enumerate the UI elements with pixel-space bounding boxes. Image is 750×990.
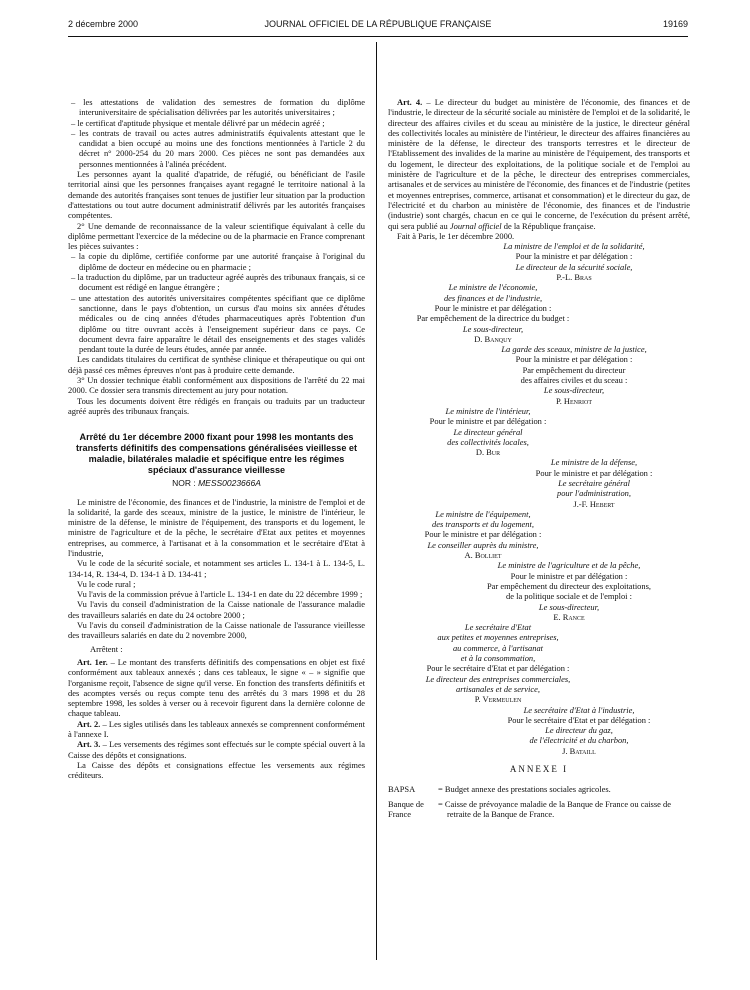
sig-line: au commerce, à l'artisanat <box>452 642 544 653</box>
sig-line: Le conseiller auprès du ministre, <box>427 539 539 550</box>
annexe-heading: ANNEXE I <box>509 764 569 774</box>
nor-code: MESS0023666A <box>198 478 261 489</box>
signature-block-agriculture <box>388 560 690 622</box>
article-1-text: – Le montant des transferts définitifs des compensations en objet est fixé conformément aux tableaux annexés ; dans ces tableaux, le signe « – » signifie que l'organisme reçoit, l'absence de signe qu'il verse. En fonction des transferts définitifs et des acomptes versés ou reçus compte tenu des arrêtés du 3 mars 1998 et du 28 septembre 1998, les soldes à verser ou à recevoir figurent dans la dernière colonne de chaque tableau. <box>68 656 365 719</box>
nor-reference <box>68 478 365 488</box>
abbr-definition: = Caisse de prévoyance maladie de la Banque de France ou caisse de retraite de la Banque de France. <box>438 798 671 819</box>
running-header <box>68 19 688 31</box>
list-item: – les attestations de validation des semestres de formation du diplôme interuniversitaire de spécialisation délivrées par les autorités universitaires ; <box>71 97 365 118</box>
sig-line: Le sous-directeur, <box>462 323 524 334</box>
sig-line: Par empêchement de la directrice du budget : <box>416 313 570 324</box>
sig-line: La ministre de l'emploi et de la solidarité, <box>503 241 645 252</box>
list-item: – la copie du diplôme, certifiée conforme par une autorité française à l'original du diplôme de docteur en médecine ou en pharmacie ; <box>71 251 365 272</box>
header-rule <box>68 36 688 37</box>
signatory-name: P. Henriot <box>555 395 593 406</box>
sig-line: Le secrétaire général <box>558 477 630 488</box>
paragraph: Tous les documents doivent être rédigés en français ou traduits par un traducteur agréé auprès des tribunaux français. <box>68 395 365 416</box>
fait-a-paris: Fait à Paris, le 1er décembre 2000. <box>397 230 515 241</box>
header-page-number: 19169 <box>662 19 688 29</box>
visa: Vu le code de la sécurité sociale, et notamment ses articles L. 134-1 à L. 134-5, L. 134-14, R. 134-4, D. 134-1 à D. 134-41 ; <box>68 558 365 579</box>
signatory-name: D. Bur <box>475 447 501 458</box>
signatory-name: A. Bolliet <box>464 550 502 561</box>
sig-line: et à la consommation, <box>460 653 536 664</box>
sig-line: Pour le ministre et par délégation : <box>510 570 628 581</box>
left-column <box>68 97 365 781</box>
visa: Vu l'avis du conseil d'administration de la Caisse nationale de l'assurance maladie des travailleurs salariés en date du 24 octobre 2000 ; <box>68 599 365 620</box>
sig-line: Le directeur de la sécurité sociale, <box>515 261 633 272</box>
header-journal-title: JOURNAL OFFICIEL DE LA RÉPUBLIQUE FRANÇAISE <box>264 19 492 29</box>
signature-block-defense <box>388 457 690 508</box>
paragraph: Les personnes ayant la qualité d'apatride, de réfugié, ou bénéficiant de l'asile territorial ainsi que les personnes françaises ayant regagné le territoire national à la demande des autorités françaises sont tenues de justifier leur situation par la production d'attestations ou tout autre document administratif délivrés par les autorités françaises compétentes. <box>68 169 365 221</box>
journal-officiel-ref: Journal officiel <box>449 220 502 231</box>
header-date: 2 décembre 2000 <box>68 19 139 29</box>
sig-line: Le ministre de l'intérieur, <box>445 405 531 416</box>
sig-line: Le directeur des entreprises commerciales, <box>425 673 571 684</box>
column-divider <box>376 42 377 960</box>
article-3 <box>68 739 365 760</box>
article-4-text: – Le directeur du budget au ministère de l'économie, des finances et de l'industrie, le directeur de la sécurité sociale au ministère de l'emploi et de la solidarité, le directeur des affaires civiles et du sceau au ministère de la justice, le directeur général des collectivités locales au ministère de l'intérieur, le directeur des affaires financières au ministère de la défense, le directeur des transports terrestres et le directeur de l'Etablissement des invalides de la marine au ministère de l'équipement, des transports et du logement, le directeur des exploitations, de la politique sociale et de l'emploi au ministère de l'agriculture et de la pêche, le directeur des entreprises commerciales, artisanales et de services au ministère de l'économie, des finances et de l'industrie (petites et moyennes entreprises, commerce, artisanat et consommation) et le directeur du gaz, de l'électricité et du charbon au ministère de l'économie, des finances et de l'industrie (industrie) sont chargés, chacun en ce qui le concerne, de l'exécution du présent arrêté, qui sera publié au <box>388 97 690 231</box>
sig-line: Pour le ministre et par délégation : <box>535 467 653 478</box>
paragraph: La Caisse des dépôts et consignations effectue les versements aux régimes créditeurs. <box>68 759 365 781</box>
sig-line: Le sous-directeur, <box>543 385 605 396</box>
sig-line: Le sous-directeur, <box>538 601 600 612</box>
sig-line: des transports et du logement, <box>432 519 534 530</box>
list-item: – le certificat d'aptitude physique et mentale délivré par un médecin agréé ; <box>71 117 325 128</box>
signature-block-justice <box>388 344 690 406</box>
sig-line: Pour la ministre et par délégation : <box>515 354 633 365</box>
sig-line: aux petites et moyennes entreprises, <box>437 632 559 643</box>
arrete-title: Arrêté du 1er décembre 2000 fixant pour 1998 les montants des transferts définitifs des compensations généralisées vieillesse et maladie, bilatérales maladie et spécifique entre les régimes spéciaux d'assurance vieillesse <box>75 432 357 476</box>
signatory-name: J.-F. Hebert <box>573 498 615 509</box>
signature-block-interieur <box>388 406 588 457</box>
signature-block-pme <box>388 622 608 704</box>
signatory-name: E. Rance <box>553 611 585 622</box>
sig-line: des collectivités locales, <box>447 436 529 447</box>
list-item: – la traduction du diplôme, par un traducteur agréé auprès des tribunaux français, si ce document est rédigé en langue étrangère ; <box>71 272 365 293</box>
sig-line: Le directeur général <box>453 426 523 437</box>
article-2-text: – Les sigles utilisés dans les tableaux annexés se comprennent conformément à l'annexe I. <box>68 718 365 740</box>
article-3-text: – Les versements des régimes sont effectués sur le compte spécial ouvert à la Caisse des dépôts et consignations. <box>68 739 365 760</box>
sig-line: Pour la ministre et par délégation : <box>515 251 633 262</box>
sig-line: Le ministre de l'économie, <box>448 282 538 293</box>
article-4-label: Art. 4. <box>397 97 423 107</box>
article-2-label: Art. 2. <box>77 718 101 729</box>
sig-line: des finances et de l'industrie, <box>443 292 543 303</box>
nor-label: NOR : <box>172 478 196 489</box>
sig-line: Le ministre de la défense, <box>550 457 638 468</box>
sig-line: Le directeur du gaz, <box>545 725 613 736</box>
article-2 <box>68 719 365 740</box>
right-column <box>388 97 690 819</box>
abbreviations-table <box>388 784 690 819</box>
visa: Vu l'avis de la commission prévue à l'article L. 134-1 en date du 22 décembre 1999 ; <box>77 589 363 600</box>
visa: Vu l'avis du conseil d'administration de la Caisse nationale de l'assurance vieillesse des travailleurs salariés en date du 2 novembre 2000, <box>68 620 365 641</box>
signature-block-industrie <box>388 705 690 756</box>
signatory-name: P. Vermeulen <box>474 694 522 705</box>
sig-line: La garde des sceaux, ministre de la justice, <box>501 344 647 355</box>
sig-line: de la politique sociale et de l'emploi : <box>506 591 632 602</box>
list-item: – une attestation des autorités universitaires compétentes spécifiant que ce diplôme sanctionne, dans le pays d'obtention, un cursus d'au moins six années d'études médicales ou de cinq années d'études pharmaceutiques après l'obtention d'un diplôme ou titre ouvrant accès à l'enseignement supérieur dans ce pays. Ce document devra faire apparaître le détail des enseignements et des stages validés pendant toute la durée de leurs études, année par année. <box>71 292 365 355</box>
abbr-term: BAPSA <box>388 784 416 795</box>
article-1 <box>68 657 365 719</box>
table-row <box>388 784 690 794</box>
signatory-name: P.-L. Bras <box>556 272 592 283</box>
signatory-name: J. Bataill <box>562 745 596 756</box>
sig-line: Pour le ministre et par délégation : <box>429 416 547 427</box>
sig-line: Pour le secrétaire d'Etat et par délégation : <box>507 714 651 725</box>
signatory-name: D. Banquy <box>474 333 512 344</box>
sig-line: Par empêchement du directeur des exploitations, <box>486 580 651 591</box>
signature-block-equipement <box>388 509 578 560</box>
sig-line: Le secrétaire d'Etat <box>464 622 532 633</box>
sig-line: des affaires civiles et du sceau : <box>520 375 628 386</box>
signature-block-economie <box>388 282 598 344</box>
sig-line: Pour le ministre et par délégation : <box>434 302 552 313</box>
arretent: Arrêtent : <box>90 643 123 654</box>
sig-line: Pour le ministre et par délégation : <box>424 529 542 540</box>
article-4-end: de la République française. <box>501 220 596 231</box>
article-4 <box>388 97 690 231</box>
article-3-label: Art. 3. <box>77 739 101 750</box>
sig-line: de l'électricité et du charbon, <box>529 735 629 746</box>
visa: Vu le code rural ; <box>77 578 136 589</box>
sig-line: Le ministre de l'équipement, <box>435 508 531 519</box>
article-1-label: Art. 1er. <box>77 656 108 667</box>
sig-line: Pour le secrétaire d'Etat et par délégation : <box>426 663 570 674</box>
paragraph: 2° Une demande de reconnaissance de la valeur scientifique équivalant à celle du diplôme permettant l'exercice de la médecine ou de la pharmacie en France comprenant les pièces suivantes : <box>68 220 365 252</box>
abbr-definition: = Budget annexe des prestations sociales agricoles. <box>438 784 611 795</box>
sig-line: Le ministre de l'agriculture et de la pêche, <box>497 560 641 571</box>
list-item: – les contrats de travail ou actes autres administratifs équivalents attestant que le candidat a bien occupé au moins une des fonctions mentionnées à l'article 2 du décret n° 2000-254 du 20 mars 2000. Ces pièces ne sont pas demandées aux personnes mentionnées à l'alinéa précédent. <box>71 127 365 169</box>
sig-line: Par empêchement du directeur <box>522 364 626 375</box>
paragraph: Les candidats titulaires du certificat de synthèse clinique et thérapeutique ou qui ont déjà passé ces mêmes épreuves n'ont pas à produire cette demande. <box>68 354 365 375</box>
paragraph: 3° Un dossier technique établi conformément aux dispositions de l'arrêté du 22 mai 2000. Ce dossier sera transmis directement au jury pour notation. <box>68 375 365 396</box>
paragraph: Le ministre de l'économie, des finances et de l'industrie, la ministre de l'emploi et de la solidarité, la garde des sceaux, ministre de la justice, le ministre de l'intérieur, le ministre de la défense, le ministre de l'équipement, des transports et du logement, le ministre de l'agriculture et de la pêche, le secrétaire d'Etat aux petites et moyennes entreprises, au commerce, à l'artisanat et à la consommation et le secrétaire d'Etat à l'industrie, <box>68 496 365 558</box>
sig-line: artisanales et de service, <box>456 683 540 694</box>
abbr-term: Banque de France <box>388 798 424 819</box>
table-row <box>388 795 690 820</box>
sig-line: pour l'administration, <box>556 488 631 499</box>
sig-line: Le secrétaire d'Etat à l'industrie, <box>523 704 635 715</box>
signature-block-emploi <box>388 241 690 282</box>
